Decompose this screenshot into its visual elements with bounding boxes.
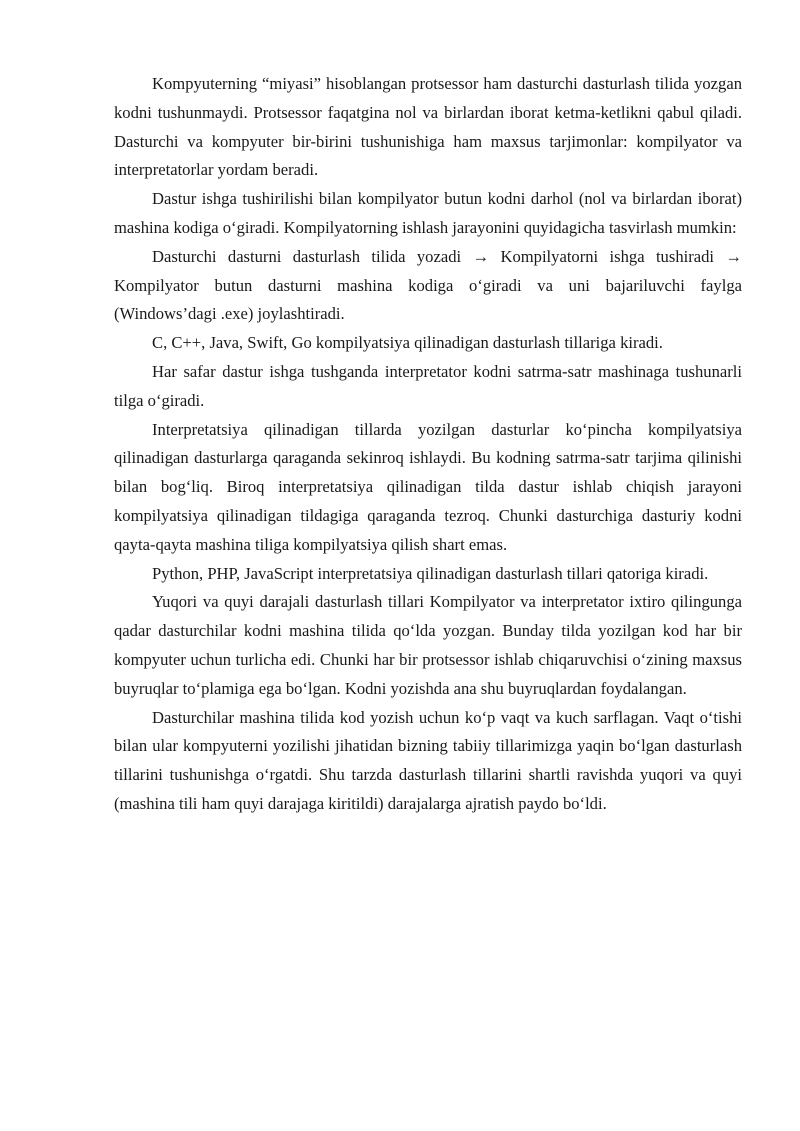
paragraph-8: Yuqori va quyi darajali dasturlash tillari Kompilyator va interpretator ixtiro qilingunga qadar dasturchilar kodni mashina tilida qo‘lda yozgan. Bunday tilda yozilgan kod har bir kompyuter uchun turlicha edi. Chunki har bir protsessor ishlab chiqaruvchisi o‘zining maxsus buyruqlar to‘plamiga ega bo‘lgan. Kodni yozishda ana shu buyruqlardan foydalangan. [114, 592, 742, 698]
paragraph-4: C, C++, Java, Swift, Go kompilyatsiya qilinadigan dasturlash tillariga kiradi. [152, 333, 663, 353]
paragraph-6: Interpretatsiya qilinadigan tillarda yozilgan dasturlar ko‘pincha kompilyatsiya qilinadigan dasturlarga qaraganda sekinroq ishlaydi. Bu kodning satrma-satr tarjima qilinishi bilan bog‘liq. Biroq interpretatsiya qilinadigan tilda dastur ishlab chiqish jarayoni kompilyatsiya qilinadigan tildagiga qaraganda tezroq. Chunki dasturchiga dasturiy kodni qayta-qayta mashina tiliga kompilyatsiya qilish shart emas. [114, 419, 742, 554]
paragraph-3: Dasturchi dasturni dasturlash tilida yozadi → Kompilyatorni ishga tushiradi → Kompilyator butun dasturni mashina kodiga o‘giradi va uni bajariluvchi faylga (Windows’dagi .exe) joylashtiradi. [114, 246, 742, 324]
document-page [114, 70, 742, 819]
paragraph-9: Dasturchilar mashina tilida kod yozish uchun ko‘p vaqt va kuch sarflagan. Vaqt o‘tishi bilan ular kompyuterni yozilishi jihatidan bizning tabiiy tillarimizga yaqin bo‘lgan dasturlash tillarini tushunishga o‘rgatdi. Shu tarzda dasturlash tillarini shartli ravishda yuqori va quyi (mashina tili ham quyi darajaga kiritildi) darajalarga ajratish paydo bo‘ldi. [114, 707, 742, 813]
paragraph-5: Har safar dastur ishga tushganda interpretator kodni satrma-satr mashinaga tushunarli tilga o‘giradi. [114, 361, 742, 410]
paragraph-2: Dastur ishga tushirilishi bilan kompilyator butun kodni darhol (nol va birlardan iborat) mashina kodiga o‘giradi. Kompilyatorning ishlash jarayonini quyidagicha tasvirlash mumkin: [114, 189, 742, 237]
paragraph-7: Python, PHP, JavaScript interpretatsiya qilinadigan dasturlash tillari qatoriga kiradi. [152, 563, 709, 583]
paragraph-1: Kompyuterning “miyasi” hisoblangan protsessor ham dasturchi dasturlash tilida yozgan kodni tushunmaydi. Protsessor faqatgina nol va birlardan iborat ketma-ketlikni qabul qiladi. Dasturchi va kompyuter bir-birini tushunishiga ham maxsus tarjimonlar: kompilyator va interpretatorlar yordam beradi. [114, 74, 742, 180]
